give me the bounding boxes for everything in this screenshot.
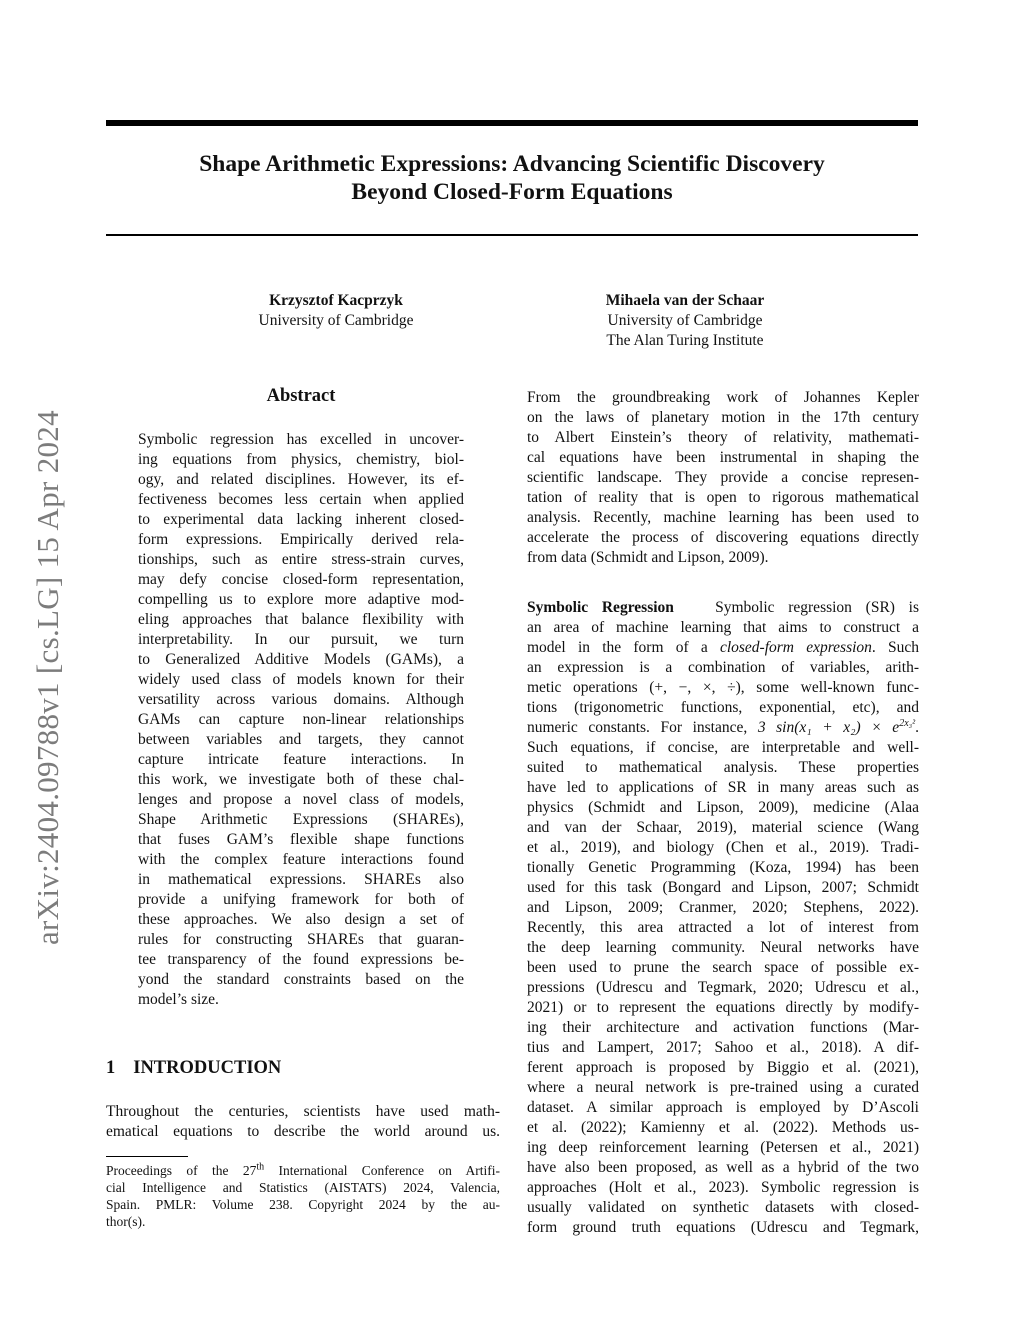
paragraph-line: et al. (2022); Kamienny et al. (2022). Methods us- <box>527 1119 919 1136</box>
paragraph-line: provide a unifying framework for both of <box>138 891 464 908</box>
title-rule-top <box>106 120 918 126</box>
footnote-line <box>106 1162 500 1179</box>
paragraph-line: on the laws of planetary motion in the 17th century <box>527 409 919 426</box>
paragraph-line: accelerate the process of discovering equations directly <box>527 529 919 546</box>
paragraph-text: . <box>915 719 919 736</box>
title-line: Shape Arithmetic Expressions: Advancing Scientific Discovery <box>199 151 825 177</box>
paragraph-line: scientific landscape. They provide a concise represen- <box>527 469 919 486</box>
paragraph-line: have also been proposed, as well as a hybrid of the two <box>527 1159 919 1176</box>
paragraph-line: to Albert Einstein’s theory of relativity, mathemati- <box>527 429 919 446</box>
paragraph-line: analysis. Recently, machine learning has been used to <box>527 509 919 526</box>
paragraph-line: with the complex feature interactions found <box>138 851 464 868</box>
paragraph-line: ematical equations to describe the world around us. <box>106 1123 500 1140</box>
paragraph-line: ing their architecture and activation functions (Mar- <box>527 1019 919 1036</box>
paper-title <box>106 150 918 206</box>
paragraph-line: approaches (Holt et al., 2023). Symbolic regression is <box>527 1179 919 1196</box>
paragraph-line: versatility across various domains. Although <box>138 691 464 708</box>
footnote-line: cial Intelligence and Statistics (AISTATS) 2024, Valencia, <box>106 1180 500 1195</box>
math-exponent: 2x₃² <box>899 717 916 729</box>
paragraph-line: Shape Arithmetic Expressions (SHAREs), <box>138 811 464 828</box>
arxiv-stamp: arXiv:2404.09788v1 [cs.LG] 15 Apr 2024 <box>30 410 65 945</box>
paragraph-line: eling approaches that balance flexibility with <box>138 611 464 628</box>
paragraph-line: tation of reality that is open to rigorous mathematical <box>527 489 919 506</box>
title-line: Beyond Closed-Form Equations <box>351 179 673 205</box>
math-expression: 3 sin(x₁ + x₂) × e <box>757 719 900 736</box>
paragraph-line: the deep learning community. Neural networks have <box>527 939 919 956</box>
footnote-rule <box>106 1156 188 1157</box>
paragraph-line: lenges and propose a novel class of models, <box>138 791 464 808</box>
paragraph-line: between variables and targets, they cannot <box>138 731 464 748</box>
paragraph-line: Such equations, if concise, are interpretable and well- <box>527 739 919 756</box>
author-block <box>515 291 855 351</box>
paragraph-line: usually validated on synthetic datasets with closed- <box>527 1199 919 1216</box>
paragraph-line: compelling us to explore more adaptive mod- <box>138 591 464 608</box>
paragraph-line: From the groundbreaking work of Johannes Kepler <box>527 389 919 406</box>
paragraph-line: 2021) or to represent the equations directly by modify- <box>527 999 919 1016</box>
paragraph-line: fectiveness becomes less certain when applied <box>138 491 464 508</box>
author-affiliation: The Alan Turing Institute <box>606 332 764 349</box>
paragraph-line: tius and Lampert, 2017; Sahoo et al., 2018). A dif- <box>527 1039 919 1056</box>
right-paragraph-1 <box>527 388 919 568</box>
paragraph-line <box>527 718 919 738</box>
paragraph-line: and van der Schaar, 2019), material science (Wang <box>527 819 919 836</box>
paragraph-line: an expression is a combination of variables, arith- <box>527 659 919 676</box>
paragraph-line: and Lipson, 2009; Cranmer, 2020; Stephens, 2022). <box>527 899 919 916</box>
italic-term: closed-form expression <box>719 639 872 656</box>
intro-paragraph <box>106 1102 500 1142</box>
paragraph-line: an area of machine learning that aims to construct a <box>527 619 919 636</box>
paragraph-line: in mathematical expressions. SHAREs also <box>138 871 464 888</box>
paragraph-line: tee transparency of the found expressions be- <box>138 951 464 968</box>
paragraph-line: this work, we investigate both of these chal- <box>138 771 464 788</box>
paragraph-line: form ground truth equations (Udrescu and Tegmark, <box>527 1219 919 1236</box>
paragraph-line: ing deep reinforcement learning (Petersen et al., 2021) <box>527 1139 919 1156</box>
footnote-superscript: th <box>256 1161 265 1173</box>
paragraph-line: capture intricate feature interactions. In <box>138 751 464 768</box>
footnote-line: thor(s). <box>106 1214 146 1229</box>
right-paragraph-2 <box>527 598 919 1238</box>
paragraph-line: Recently, this area attracted a lot of interest from <box>527 919 919 936</box>
paragraph-text: Symbolic regression (SR) is <box>715 599 919 616</box>
paragraph-line: pressions (Udrescu and Tegmark, 2020; Udrescu et al., <box>527 979 919 996</box>
paragraph-line: form expressions. Empirically derived rela- <box>138 531 464 548</box>
paragraph-line: to Generalized Additive Models (GAMs), a <box>138 651 464 668</box>
paragraph-line: Throughout the centuries, scientists have used math- <box>106 1103 500 1120</box>
paragraph-line: dataset. A similar approach is employed by D’Ascoli <box>527 1099 919 1116</box>
paragraph-line: metic operations (+, −, ×, ÷), some well-known func- <box>527 679 919 696</box>
paragraph-line <box>527 638 919 658</box>
author-name: Krzysztof Kacprzyk <box>269 292 403 309</box>
author-name: Mihaela van der Schaar <box>605 292 765 309</box>
paragraph-line: to experimental data lacking inherent closed- <box>138 511 464 528</box>
paragraph-continuation <box>527 738 919 1238</box>
paragraph-line: tionally Genetic Programming (Koza, 1994) has been <box>527 859 919 876</box>
author-affiliation: University of Cambridge <box>607 312 763 329</box>
paragraph-line: may defy concise closed-form representation, <box>138 571 464 588</box>
author-affiliation: University of Cambridge <box>258 312 414 329</box>
section-title: INTRODUCTION <box>133 1058 282 1078</box>
paragraph-line: ogy, and related disciplines. However, its ef- <box>138 471 464 488</box>
paragraph-line: Symbolic regression has excelled in uncover- <box>138 431 464 448</box>
paragraph-line: tionships, such as entire stress-strain curves, <box>138 551 464 568</box>
footnote-line: Spain. PMLR: Volume 238. Copyright 2024 by the au- <box>106 1197 500 1212</box>
paragraph-line: suited to mathematical analysis. These properties <box>527 759 919 776</box>
footnote-text: Proceedings of the 27 <box>106 1163 257 1178</box>
paragraph-line: rules for constructing SHAREs that guaran- <box>138 931 464 948</box>
paragraph-line: et al., 2019), and biology (Chen et al., 2019). Tradi- <box>527 839 919 856</box>
section-heading <box>106 1058 281 1079</box>
paragraph-line: from data (Schmidt and Lipson, 2009). <box>527 549 769 566</box>
paragraph-line: ferent approach is proposed by Biggio et al. (2021), <box>527 1059 919 1076</box>
section-number: 1 <box>106 1058 116 1078</box>
paragraph-line: been used to prune the search space of possible ex- <box>527 959 919 976</box>
paragraph-line: tions (trigonometric functions, exponential, etc), and <box>527 699 919 716</box>
paragraph-line: model’s size. <box>138 991 219 1008</box>
paragraph-line: GAMs can capture non-linear relationships <box>138 711 464 728</box>
paragraph-line <box>527 598 919 618</box>
author-block <box>166 291 506 331</box>
run-in-heading: Symbolic Regression <box>527 599 674 616</box>
footnote-text: International Conference on Artifi- <box>264 1163 500 1178</box>
footnote <box>106 1162 500 1230</box>
paragraph-line: interpretability. In our pursuit, we turn <box>138 631 464 648</box>
paragraph-text: . Such <box>871 639 920 656</box>
paragraph-text: model in the form of a <box>527 639 720 656</box>
paragraph-line: these approaches. We also design a set of <box>138 911 464 928</box>
paragraph-line: used for this task (Bongard and Lipson, 2007; Schmidt <box>527 879 919 896</box>
paragraph-line: widely used class of models known for their <box>138 671 464 688</box>
paragraph-line: cal equations have been instrumental in shaping the <box>527 449 919 466</box>
paragraph-text: numeric constants. For instance, <box>527 719 758 736</box>
title-rule-bottom <box>106 234 918 236</box>
abstract-body <box>138 430 464 1010</box>
paragraph-line: have led to applications of SR in many areas such as <box>527 779 919 796</box>
paragraph-line: that fuses GAM’s flexible shape functions <box>138 831 464 848</box>
paragraph-line: physics (Schmidt and Lipson, 2009), medicine (Alaa <box>527 799 919 816</box>
paragraph-line: yond the standard constraints based on the <box>138 971 464 988</box>
paragraph-line: where a neural network is pre-trained using a curated <box>527 1079 919 1096</box>
paragraph-line: ing equations from physics, chemistry, biol- <box>138 451 464 468</box>
abstract-heading: Abstract <box>266 386 336 406</box>
